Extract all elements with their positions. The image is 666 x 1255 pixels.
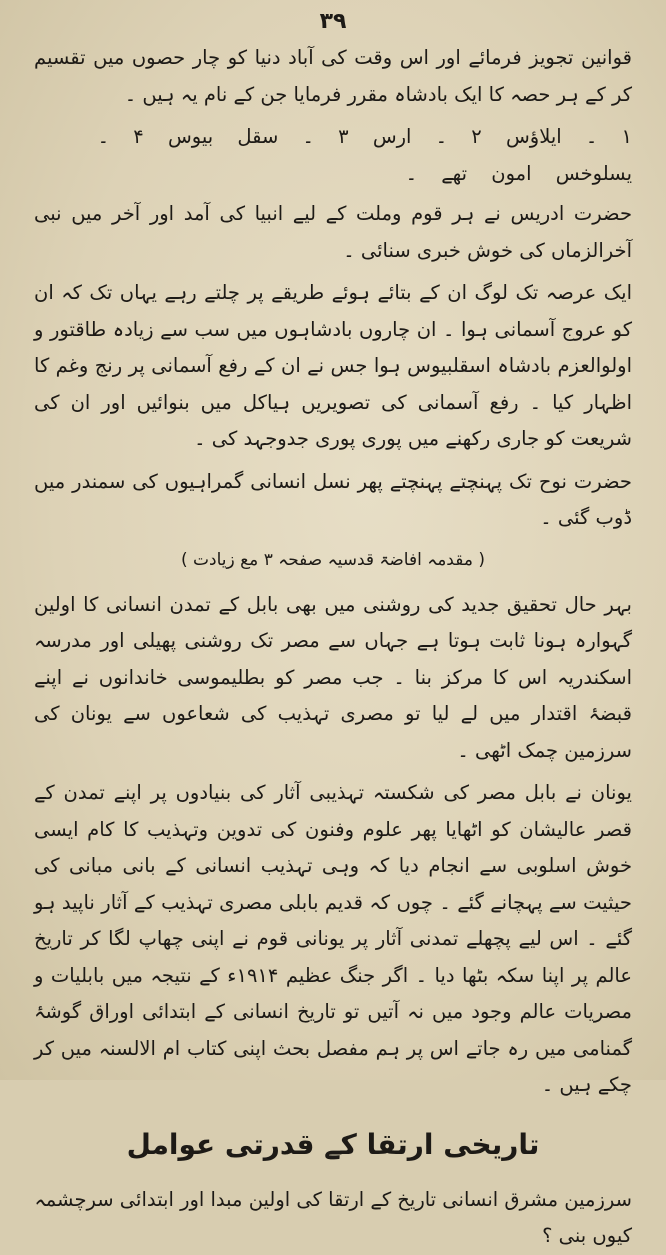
paragraph-ascension: ایک عرصہ تک لوگ ان کے بتائے ہوئے طریقے پر چلتے رہے یہاں تک کہ ان کو عروج آسمانی ہوا ۔ ان چاروں بادشاہوں میں سب سے زیادہ طاقتور و اولوالعزم بادشاہ اسقلبیوس ہوا جس نے ان کے رفع آسمانی پر رنج وغم کا اظہار کیا ۔ رفع آسمانی کی تصویریں ہیاکل میں بنوائیں اور ان کی شریعت کو جاری رکھنے میں پوری پوری جدوجہد کی ۔ [34,281,632,450]
paragraph-babylon-egypt: بہر حال تحقیق جدید کی روشنی میں بھی بابل کے تمدن انسانی کا اولین گہوارہ ہونا ثابت ہوتا ہے جہاں سے مصر تک روشنی پھیلی اور مدرسہ اسکندریہ اس کا مرکز بنا ۔ جب مصر کو بطلیموسی خاندانوں نے اپنے قبضۂ اقتدار میں لے لیا تو مصری تہذیب کی شعاعوں سے یونان کی سرزمین چمک اٹھی ۔ [34,592,632,762]
citation: ( مقدمہ افاضۃ قدسیہ صفحہ ۳ مع زیادت ) [181,549,485,570]
paragraph-noah: حضرت نوح تک پہنچتے پہنچتے پھر نسل انسانی گمراہیوں کی سمندر میں ڈوب گئی ۔ [34,469,632,529]
paragraph-kings-division: قوانین تجویز فرمائے اور اس وقت کی آباد دنیا کو چار حصوں میں تقسیم کر کے ہر حصہ کا ایک بادشاہ مقرر فرمایا جن کے نام یہ ہیں ۔ [34,46,632,106]
kings-list: ۱ ۔ ایلاؤس ۲ ۔ ارس ۳ ۔ سقل بیوس ۴ ۔ یسلوخس امون تھے ۔ [97,125,632,185]
section-question: سرزمین مشرق انسانی تاریخ کے ارتقا کی اولین مبدا اور ابتدائی سرچشمہ کیوں بنی ؟ [34,1187,632,1247]
paragraph-greece: یونان نے بابل مصر کی شکستہ تہذیبی آثار کی بنیادوں پر اپنے تمدن کے قصر عالیشان کو اٹھایا پھر علوم وفنون کی تدوین وتہذیب کا کام ایسی خوش اسلوبی سے انجام دیا کہ وہی تہذیب انسانی کے بانی مبانی کی حیثیت سے پہچانے گئے ۔ چوں کہ قدیم بابلی مصری تہذیب کے آثار ناپید ہو گئے ۔ اس لیے پچھلے تمدنی آثار پر یونانی قوم نے اپنی چھاپ لگا کر تاریخ عالم پر اپنا سکہ بٹھا دیا ۔ اگر جنگ عظیم ۱۹۱۴ء کے نتیجہ میں بابلیات و مصریات عالم وجود میں نہ آتیں تو تاریخ انسانی کے ابتدائی اوراق گوشۂ گمنامی میں رہ جاتے اس پر ہم مفصل بحث اپنی کتاب ام الالسنہ میں کر چکے ہیں ۔ [34,781,633,1096]
paragraph-idris-prophecy: حضرت ادریس نے ہر قوم وملت کے لیے انبیا کی آمد اور آخر میں نبی آخرالزماں کی خوش خبری سنائی ۔ [34,202,632,262]
page-number: ۳۹ [319,9,347,34]
section-heading: تاریخی ارتقا کے قدرتی عوامل [126,1127,540,1161]
